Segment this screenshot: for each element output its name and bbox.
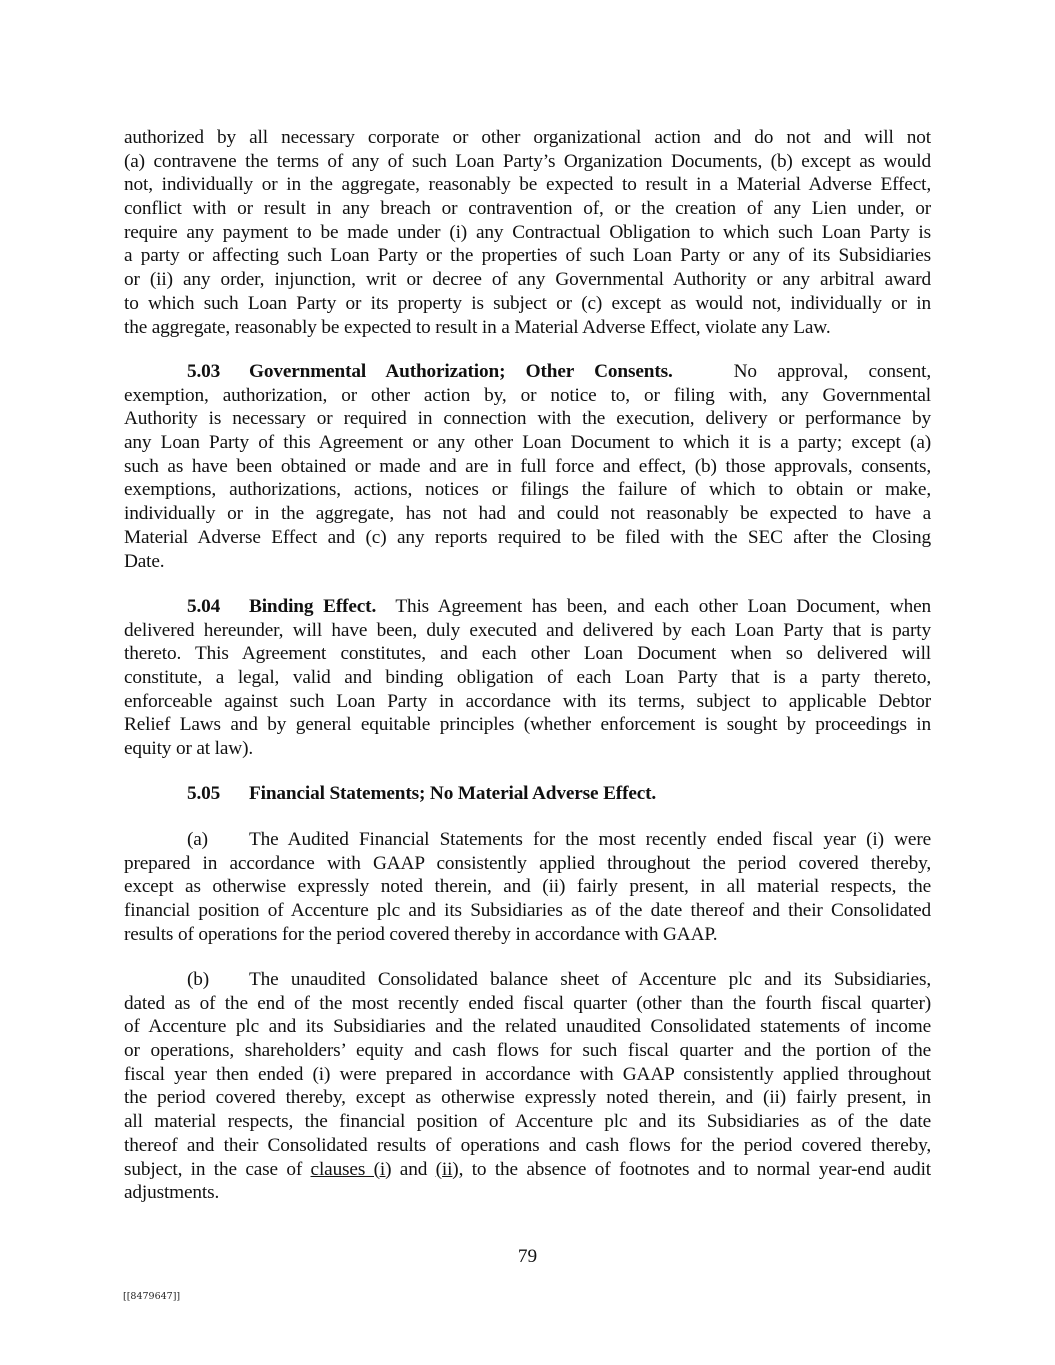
clause-b: [124, 968, 931, 1205]
text-line: prepared in accordance with GAAP consistently applied throughout the period covered thereby,: [124, 852, 931, 874]
text-line: enforceable against such Loan Party in accordance with its terms, subject to applicable Debtor: [124, 690, 931, 712]
section-title: Governmental Authorization; Other Consents.: [249, 361, 673, 382]
continuation-paragraph: [124, 126, 931, 339]
clause-reference-i: clauses (i): [310, 1158, 392, 1180]
text-line: require any payment to be made under (i) any Contractual Obligation to which such Loan Party is: [124, 221, 931, 243]
section-5-04: [124, 595, 931, 761]
clause-label: (a): [187, 829, 208, 850]
clause-label: (b): [187, 969, 210, 990]
text-run: and: [391, 1158, 436, 1180]
section-title: Binding Effect.: [249, 596, 377, 617]
text-line: individually or in the aggregate, has not had and could not reasonably be expected to have a: [124, 503, 931, 525]
text-line: adjustments.: [124, 1182, 220, 1204]
text-run: subject, in the case of: [124, 1158, 311, 1180]
section-heading-line: [124, 360, 931, 384]
text-line: financial position of Accenture plc and its Subsidiaries as of the date thereof and their Consolidated: [124, 900, 931, 922]
text-line: exemption, authorization, or other action by, or notice to, or filing with, any Governmental: [124, 384, 931, 406]
text-line: dated as of the end of the most recently ended fiscal quarter (other than the fourth fiscal quarter): [124, 992, 931, 1014]
text-run: No approval, consent,: [733, 361, 931, 382]
text-line: delivered hereunder, will have been, duly executed and delivered by each Loan Party that is party: [124, 619, 931, 641]
page-number: 79: [517, 1246, 538, 1267]
text-line: or (ii) any order, injunction, writ or decree of any Governmental Authority or any arbitral award: [124, 269, 931, 291]
section-number: 5.03: [187, 361, 221, 382]
clause-first-line: [124, 828, 931, 852]
text-run: , to the absence of footnotes and to normal year-end audit: [458, 1158, 931, 1180]
text-run: The unaudited Consolidated balance sheet of Accenture plc and its Subsidiaries,: [249, 969, 931, 990]
text-line: of Accenture plc and its Subsidiaries and the related unaudited Consolidated statements of income: [124, 1016, 931, 1038]
text-line: all material respects, the financial position of Accenture plc and its Subsidiaries as of the date: [124, 1111, 931, 1133]
text-run: This Agreement has been, and each other Loan Document, when: [395, 596, 931, 617]
clause-a: [124, 828, 931, 946]
section-number: 5.04: [187, 596, 221, 617]
text-line: authorized by all necessary corporate or other organizational action and do not and will not: [124, 127, 931, 148]
text-line: the period covered thereby, except as otherwise expressly noted therein, and (ii) fairly present, in: [124, 1087, 931, 1109]
text-line: to which such Loan Party or its property is subject or (c) except as would not, individually or in: [124, 292, 931, 314]
section-heading-line: [124, 782, 931, 806]
text-line: results of operations for the period covered thereby in accordance with GAAP.: [124, 923, 718, 945]
text-line: Material Adverse Effect and (c) any reports required to be filed with the SEC after the Closing: [124, 526, 931, 548]
text-line: fiscal year then ended (i) were prepared in accordance with GAAP consistently applied throughout: [124, 1063, 931, 1085]
text-line: such as have been obtained or made and are in full force and effect, (b) those approvals, consents,: [124, 455, 931, 477]
clause-first-line: [124, 968, 931, 992]
text-line: Relief Laws and by general equitable principles (whether enforcement is sought by proceedings in: [124, 714, 931, 736]
text-line: constitute, a legal, valid and binding obligation of each Loan Party that is a party thereto,: [124, 667, 931, 689]
section-title: Financial Statements; No Material Adverse Effect.: [249, 783, 657, 804]
text-line: exemptions, authorizations, actions, notices or filings the failure of which to obtain or make,: [124, 479, 931, 501]
text-run: The Audited Financial Statements for the most recently ended fiscal year (i) were: [249, 829, 931, 850]
document-id: [[8479647]]: [123, 1291, 181, 1302]
text-line: Date.: [124, 550, 165, 572]
text-line: equity or at law).: [124, 738, 254, 760]
section-5-03: [124, 360, 931, 573]
section-heading-line: [124, 595, 931, 619]
text-line: thereof and their Consolidated results of operations and cash flows for the period covered thereby,: [124, 1134, 931, 1156]
text-line: not, individually or in the aggregate, reasonably be expected to result in a Material Adverse Effect,: [124, 174, 931, 196]
text-line: a party or affecting such Loan Party or the properties of such Loan Party or any of its Subsidiaries: [124, 245, 931, 267]
text-line: the aggregate, reasonably be expected to result in a Material Adverse Effect, violate any Law.: [124, 316, 831, 338]
text-line: or operations, shareholders’ equity and cash flows for such fiscal quarter and the portion of the: [124, 1040, 931, 1062]
text-line: conflict with or result in any breach or contravention of, or the creation of any Lien under, or: [124, 198, 931, 220]
text-line: Authority is necessary or required in connection with the execution, delivery or performance by: [124, 408, 931, 430]
clause-reference-ii: (ii): [435, 1158, 459, 1180]
text-line: (a) contravene the terms of any of such Loan Party’s Organization Documents, (b) except as would: [124, 150, 931, 172]
text-line: [124, 1158, 931, 1182]
section-5-05-heading: [124, 782, 931, 806]
text-line: except as otherwise expressly noted therein, and (ii) fairly present, in all material respects, the: [124, 876, 931, 898]
text-line: thereto. This Agreement constitutes, and each other Loan Document when so delivered will: [124, 643, 931, 665]
section-number: 5.05: [187, 783, 221, 804]
text-line: any Loan Party of this Agreement or any other Loan Document to which it is a party; except (a): [124, 432, 931, 454]
